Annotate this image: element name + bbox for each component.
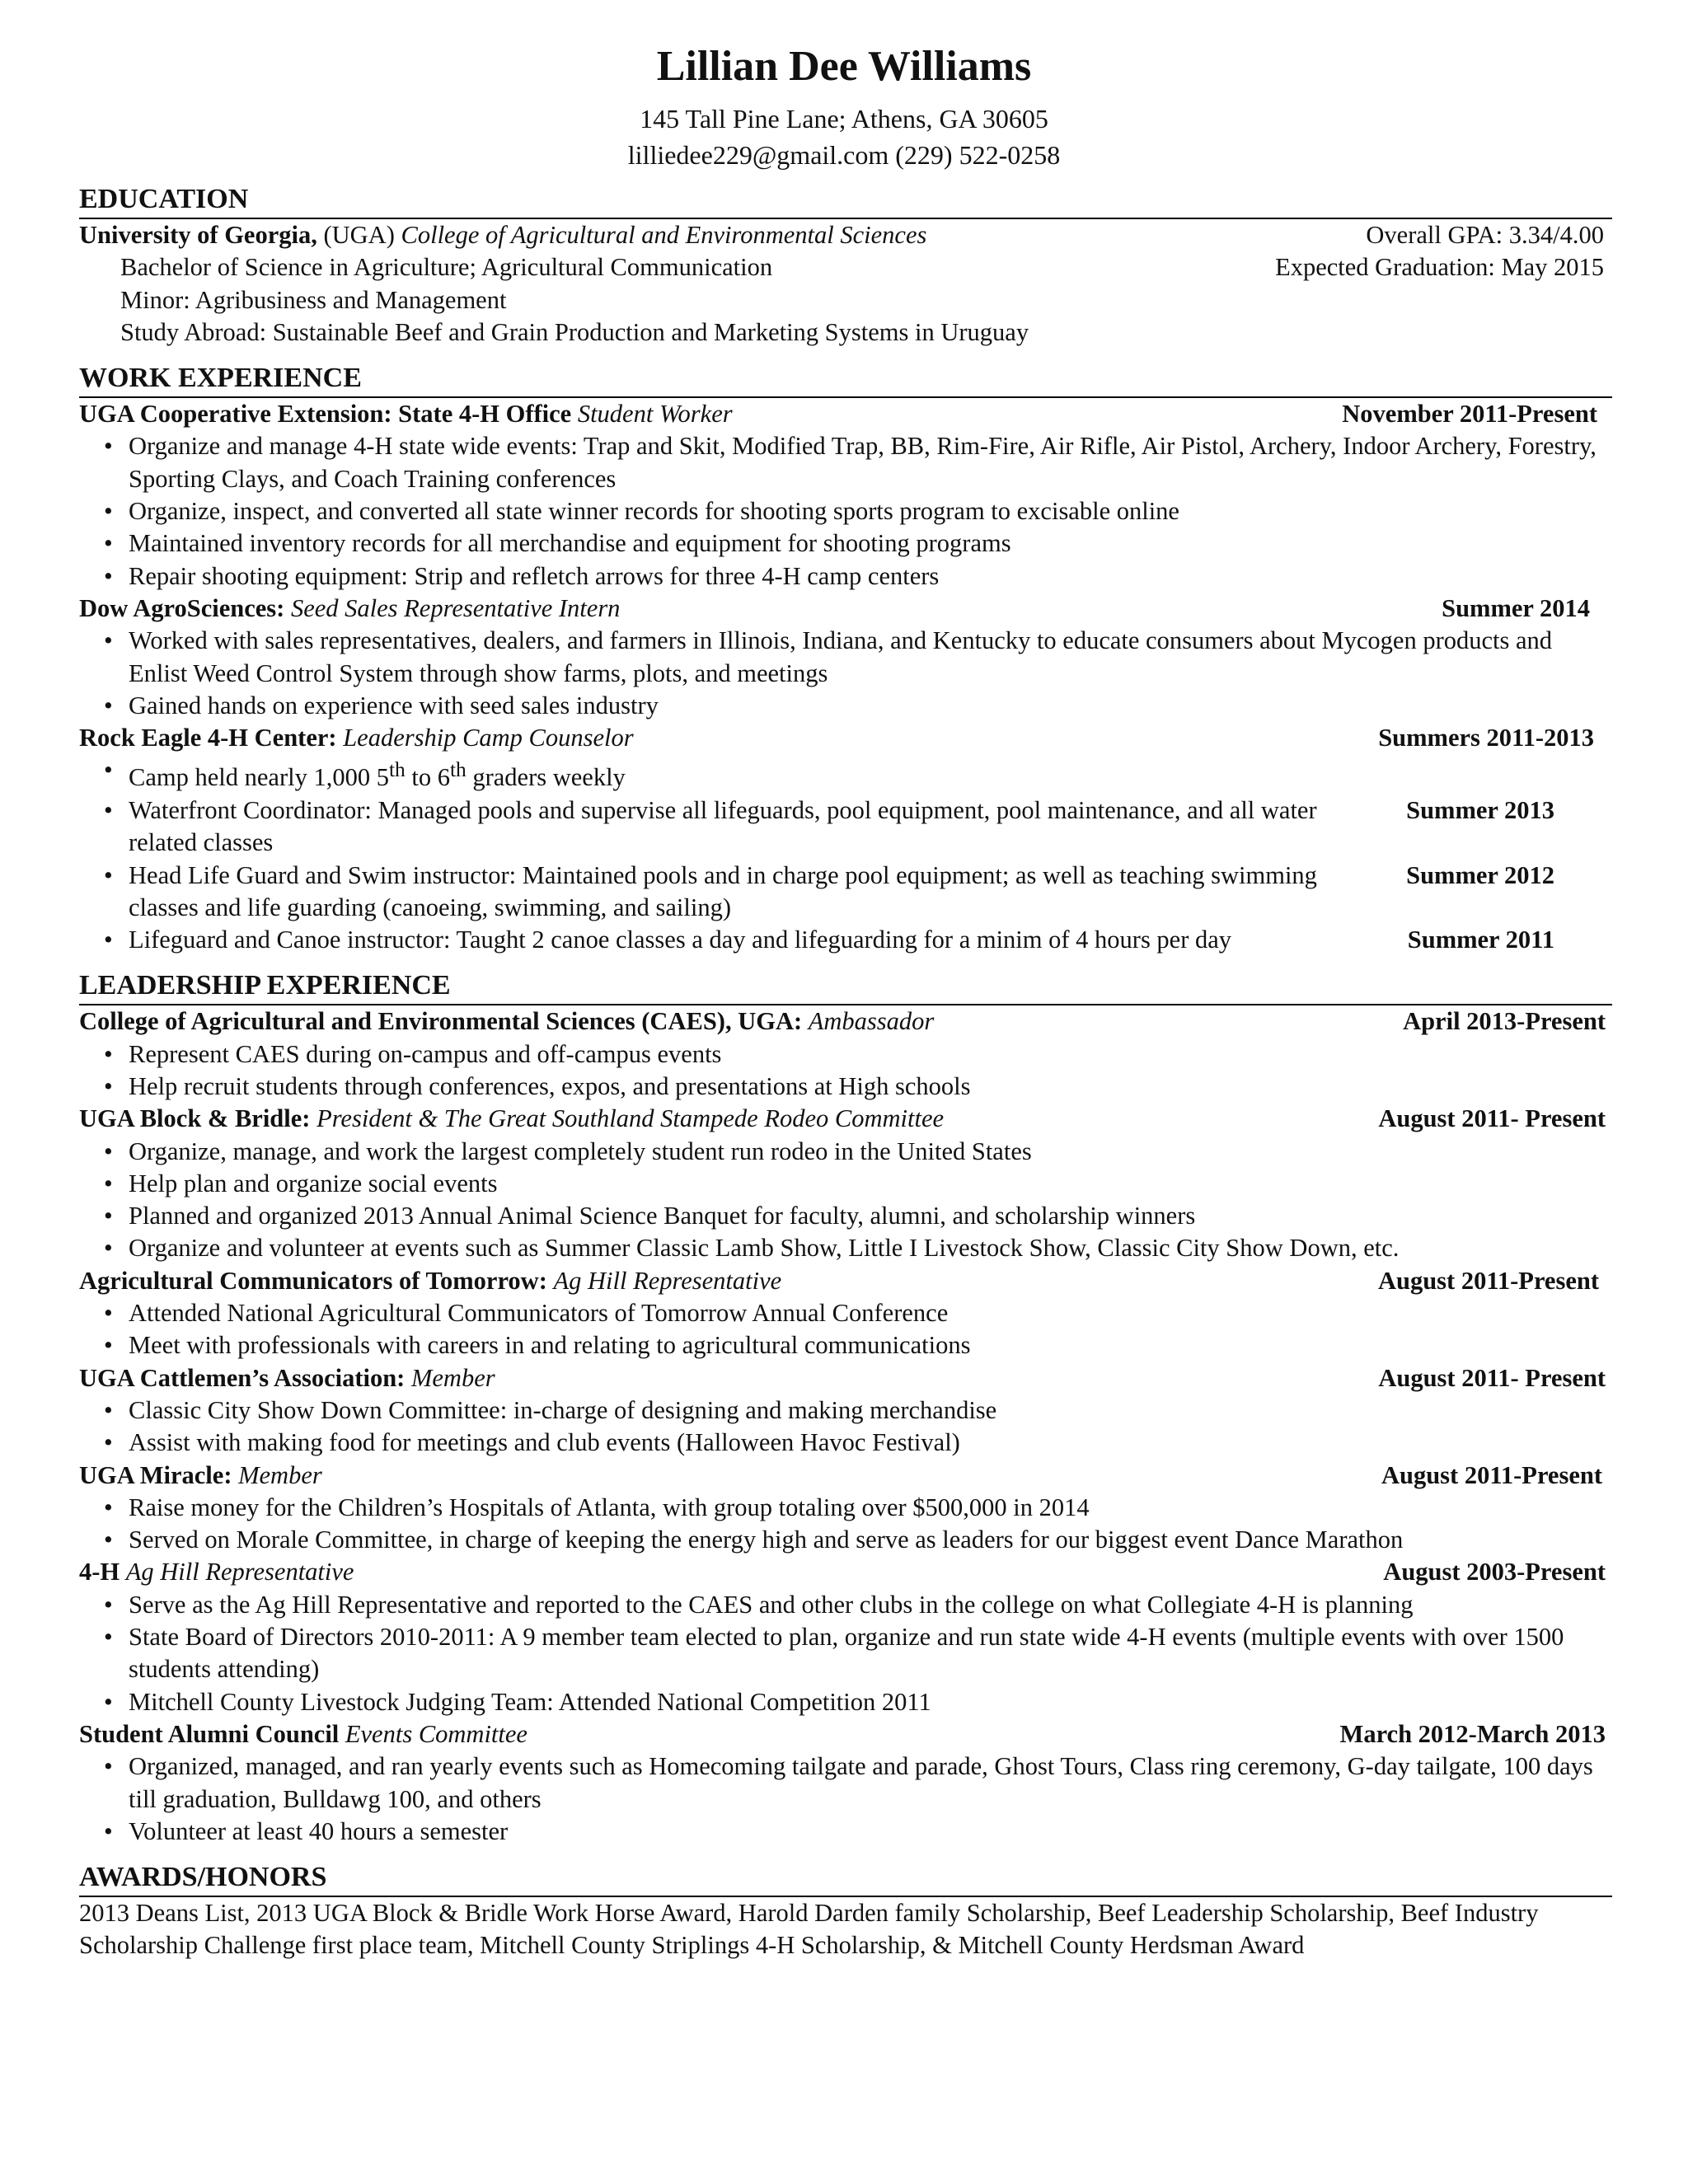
education-school: University of Georgia, (UGA) College of Agricultural and Environmental Sciences: [79, 221, 927, 249]
awards-text: 2013 Deans List, 2013 UGA Block & Bridle Work Horse Award, Harold Darden family Scholarship, Beef Leadership Scholarship, Beef Industry Scholarship Challenge first place team, Mitchell County Striplings 4-H Scholarship, & Mitchell County Herdsman Award: [79, 1899, 1539, 1960]
work-bullets: [79, 430, 1612, 592]
work-date: Summer 2014: [1442, 593, 1590, 622]
leadership-org: Agricultural Communicators of Tomorrow:: [79, 1266, 554, 1295]
work-entry-header: [79, 593, 1612, 625]
leadership-entry: [79, 1362, 1612, 1460]
education-minor: Minor: Agribusiness and Management: [120, 285, 507, 314]
list-item: • Help plan and organize social events: [79, 1168, 1612, 1200]
awards-section: [79, 1861, 1612, 1962]
list-item: • Raise money for the Children’s Hospitals of Atlanta, with group totaling over $500,000 in 2014: [79, 1492, 1612, 1524]
education-degree: Bachelor of Science in Agriculture; Agricultural Communication: [120, 253, 773, 282]
dated-list-item: • Head Life Guard and Swim instructor: Maintained pools and in charge pool equipment; as well as teaching swimming classes and life guarding (canoeing, swimming, and sailing) Summer 2012: [79, 860, 1612, 925]
leadership-entry-header: [79, 1362, 1612, 1394]
leadership-org: College of Agricultural and Environmental Sciences (CAES), UGA:: [79, 1007, 809, 1036]
list-item: • Assist with making food for meetings and club events (Halloween Havoc Festival): [79, 1427, 1612, 1459]
leadership-role: Ag Hill Representative: [125, 1558, 354, 1586]
work-bullets: [79, 754, 1612, 956]
list-item: • Mitchell County Livestock Judging Team: Attended National Competition 2011: [79, 1686, 1612, 1718]
work-entry: [79, 593, 1612, 722]
leadership-date: August 2003-Present: [1383, 1558, 1606, 1586]
leadership-entry-header: [79, 1718, 1612, 1750]
work-role: Seed Sales Representative Intern: [290, 593, 621, 622]
leadership-date: August 2011- Present: [1378, 1363, 1606, 1392]
list-item: • Represent CAES during on-campus and off-campus events: [79, 1038, 1612, 1071]
list-item: • Organize and manage 4-H state wide events: Trap and Skit, Modified Trap, BB, Rim-Fire, Air Rifle, Air Pistol, Archery, Indoor Archery, Forestry, Sporting Clays, and Coach Training conferences: [79, 430, 1612, 495]
leadership-entry: [79, 1718, 1612, 1848]
work-role: Student Worker: [577, 400, 733, 429]
list-item: • Organized, managed, and ran yearly events such as Homecoming tailgate and parade, Ghost Tours, Class ring ceremony, G-day tailgate, 100 days till graduation, Bulldawg 100, and others: [79, 1750, 1612, 1816]
work-bullets: [79, 625, 1612, 722]
leadership-entry-header: [79, 1460, 1612, 1492]
education-school-row: [79, 219, 1612, 251]
address-line: 145 Tall Pine Lane; Athens, GA 30605: [640, 104, 1048, 134]
list-item: • Camp held nearly 1,000 5th to 6th graders weekly: [79, 754, 1612, 794]
leadership-section: [79, 969, 1612, 1848]
work-entry: [79, 398, 1612, 593]
list-item: • Worked with sales representatives, dealers, and farmers in Illinois, Indiana, and Kentucky to educate consumers about Mycogen products and Enlist Weed Control System through show farms, plots, and meetings: [79, 625, 1612, 690]
list-item: • Maintained inventory records for all merchandise and equipment for shooting programs: [79, 527, 1612, 560]
education-study-abroad: Study Abroad: Sustainable Beef and Grain Production and Marketing Systems in Uruguay: [120, 317, 1029, 346]
list-item: • Planned and organized 2013 Annual Animal Science Banquet for faculty, alumni, and scholarship winners: [79, 1200, 1612, 1232]
work-date: November 2011-Present: [1342, 400, 1597, 429]
leadership-org: UGA Miracle:: [79, 1460, 239, 1489]
leadership-entry: [79, 1265, 1612, 1362]
leadership-entry-header: [79, 1005, 1612, 1038]
leadership-date: August 2011- Present: [1378, 1104, 1606, 1133]
list-item: • Classic City Show Down Committee: in-charge of designing and making merchandise: [79, 1394, 1612, 1427]
work-entry-header: [79, 398, 1612, 430]
education-graduation: Expected Graduation: May 2015: [1275, 253, 1604, 282]
list-item: • Meet with professionals with careers in and relating to agricultural communications: [79, 1329, 1612, 1361]
leadership-entry: [79, 1103, 1612, 1264]
education-degree-row: [79, 251, 1612, 284]
leadership-org: UGA Cattlemen’s Association:: [79, 1363, 411, 1392]
leadership-role: President & The Great Southland Stampede Rodeo Committee: [316, 1104, 945, 1133]
resume-header: [0, 33, 1688, 173]
list-item: • Organize, inspect, and converted all state winner records for shooting sports program to excisable online: [79, 495, 1612, 527]
work-role: Leadership Camp Counselor: [343, 724, 634, 752]
leadership-role: Member: [410, 1363, 495, 1392]
list-item: • State Board of Directors 2010-2011: A 9 member team elected to plan, organize and run state wide 4-H events (multiple events with over 1500 students attending): [79, 1621, 1612, 1686]
work-org: Rock Eagle 4-H Center:: [79, 724, 344, 752]
section-title-leadership: LEADERSHIP EXPERIENCE: [79, 969, 1612, 1005]
leadership-role: Events Committee: [345, 1719, 528, 1748]
leadership-org: 4-H: [79, 1558, 126, 1586]
leadership-date: August 2011-Present: [1377, 1266, 1599, 1295]
resume-body: [79, 183, 1612, 1962]
list-item: • Gained hands on experience with seed sales industry: [79, 690, 1612, 722]
leadership-role: Ambassador: [808, 1007, 935, 1036]
bullet-date: Summer 2013: [1406, 795, 1554, 824]
candidate-name: Lillian Dee Williams: [656, 43, 1032, 90]
section-title-education: EDUCATION: [79, 183, 1612, 219]
leadership-entry: [79, 1460, 1612, 1557]
leadership-date: March 2012-March 2013: [1339, 1719, 1606, 1748]
leadership-date: August 2011-Present: [1381, 1460, 1602, 1489]
leadership-role: Ag Hill Representative: [553, 1266, 782, 1295]
education-gpa: Overall GPA: 3.34/4.00: [1366, 221, 1604, 249]
work-org: UGA Cooperative Extension: State 4-H Office: [79, 400, 578, 429]
list-item: • Repair shooting equipment: Strip and refletch arrows for three 4-H camp centers: [79, 560, 1612, 593]
list-item: • Serve as the Ag Hill Representative and reported to the CAES and other clubs in the college on what Collegiate 4-H is planning: [79, 1589, 1612, 1621]
leadership-org: Student Alumni Council: [79, 1719, 345, 1748]
leadership-entry-header: [79, 1265, 1612, 1297]
education-section: [79, 183, 1612, 349]
list-item: • Attended National Agricultural Communicators of Tomorrow Annual Conference: [79, 1297, 1612, 1329]
bullet-date: Summer 2012: [1406, 860, 1554, 889]
work-entry-header: [79, 722, 1612, 754]
section-title-awards: AWARDS/HONORS: [79, 1861, 1612, 1897]
dated-list-item: • Waterfront Coordinator: Managed pools and supervise all lifeguards, pool equipment, pool maintenance, and all water related classes Summer 2013: [79, 794, 1612, 860]
leadership-role: Member: [238, 1460, 322, 1489]
leadership-date: April 2013-Present: [1403, 1007, 1606, 1036]
list-item: • Organize and volunteer at events such as Summer Classic Lamb Show, Little I Livestock Show, Classic City Show Down, etc.: [79, 1232, 1612, 1264]
leadership-entry-header: [79, 1556, 1612, 1588]
bullet-date: Summer 2011: [1407, 926, 1554, 954]
work-section: [79, 362, 1612, 956]
list-item: • Served on Morale Committee, in charge of keeping the energy high and serve as leaders for our biggest event Dance Marathon: [79, 1524, 1612, 1556]
work-org: Dow AgroSciences:: [79, 593, 291, 622]
contact-line: lilliedee229@gmail.com (229) 522-0258: [627, 140, 1061, 170]
leadership-org: UGA Block & Bridle:: [79, 1104, 317, 1133]
list-item: • Help recruit students through conferences, expos, and presentations at High schools: [79, 1071, 1612, 1103]
leadership-entry: [79, 1556, 1612, 1718]
leadership-entry: [79, 1005, 1612, 1103]
work-date: Summers 2011-2013: [1378, 724, 1594, 752]
section-title-work: WORK EXPERIENCE: [79, 362, 1612, 398]
list-item: • Organize, manage, and work the largest completely student run rodeo in the United States: [79, 1136, 1612, 1168]
list-item: • Volunteer at least 40 hours a semester: [79, 1816, 1612, 1848]
leadership-entry-header: [79, 1103, 1612, 1135]
dated-list-item: • Lifeguard and Canoe instructor: Taught 2 canoe classes a day and lifeguarding for a minim of 4 hours per day Summer 2011: [79, 924, 1612, 956]
work-entry: [79, 722, 1612, 956]
